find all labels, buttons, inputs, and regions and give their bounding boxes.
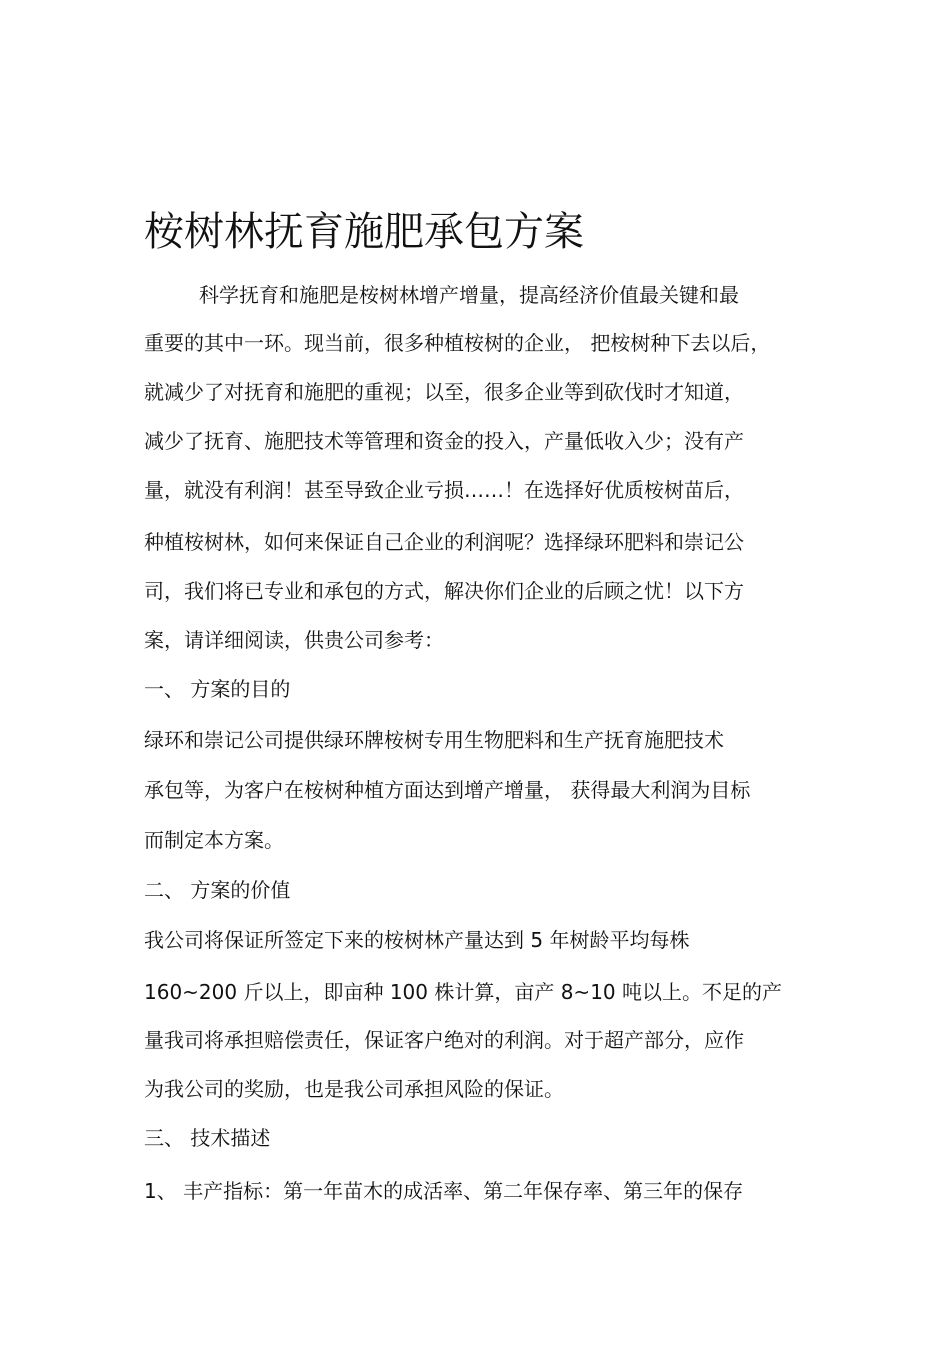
paragraph-line: 案，请详细阅读，供贵公司参考： (144, 628, 444, 652)
paragraph-line: 就减少了对抚育和施肥的重视；以至，很多企业等到砍伐时才知道， (144, 380, 744, 404)
paragraph-line: 为我公司的奖励，也是我公司承担风险的保证。 (144, 1077, 564, 1101)
paragraph-line: 160~200 斤以上，即亩种 100 株计算，亩产 8~10 吨以上。不足的产 (144, 980, 782, 1004)
paragraph-line: 种植桉树林，如何来保证自己企业的利润呢？选择绿环肥料和崇记公 (144, 530, 744, 554)
paragraph-line: 量，就没有利润！甚至导致企业亏损……！在选择好优质桉树苗后， (144, 478, 744, 502)
list-item: 1、 丰产指标：第一年苗木的成活率、第二年保存率、第三年的保存 (144, 1179, 744, 1203)
paragraph-line: 我公司将保证所签定下来的桉树林产量达到 5 年树龄平均每株 (144, 928, 690, 952)
paragraph-line: 量我司将承担赔偿责任，保证客户绝对的利润。对于超产部分，应作 (144, 1028, 744, 1052)
section-heading: 一、 方案的目的 (144, 677, 291, 701)
paragraph-line: 重要的其中一环。现当前，很多种植桉树的企业， 把桉树种下去以后， (144, 331, 771, 355)
document-title: 桉树林抚育施肥承包方案 (144, 209, 584, 255)
paragraph-line: 承包等，为客户在桉树种植方面达到增产增量， 获得最大利润为目标 (144, 778, 751, 802)
paragraph-line: 司，我们将已专业和承包的方式，解决你们企业的后顾之忧！以下方 (144, 579, 744, 603)
paragraph-line: 减少了抚育、施肥技术等管理和资金的投入，产量低收入少；没有产 (144, 429, 744, 453)
paragraph-line: 而制定本方案。 (144, 828, 284, 852)
paragraph-line: 科学抚育和施肥是桉树林增产增量，提高经济价值最关键和最 (199, 283, 739, 307)
section-heading: 三、 技术描述 (144, 1126, 271, 1150)
paragraph-line: 绿环和崇记公司提供绿环牌桉树专用生物肥料和生产抚育施肥技术 (144, 728, 724, 752)
section-heading: 二、 方案的价值 (144, 878, 291, 902)
